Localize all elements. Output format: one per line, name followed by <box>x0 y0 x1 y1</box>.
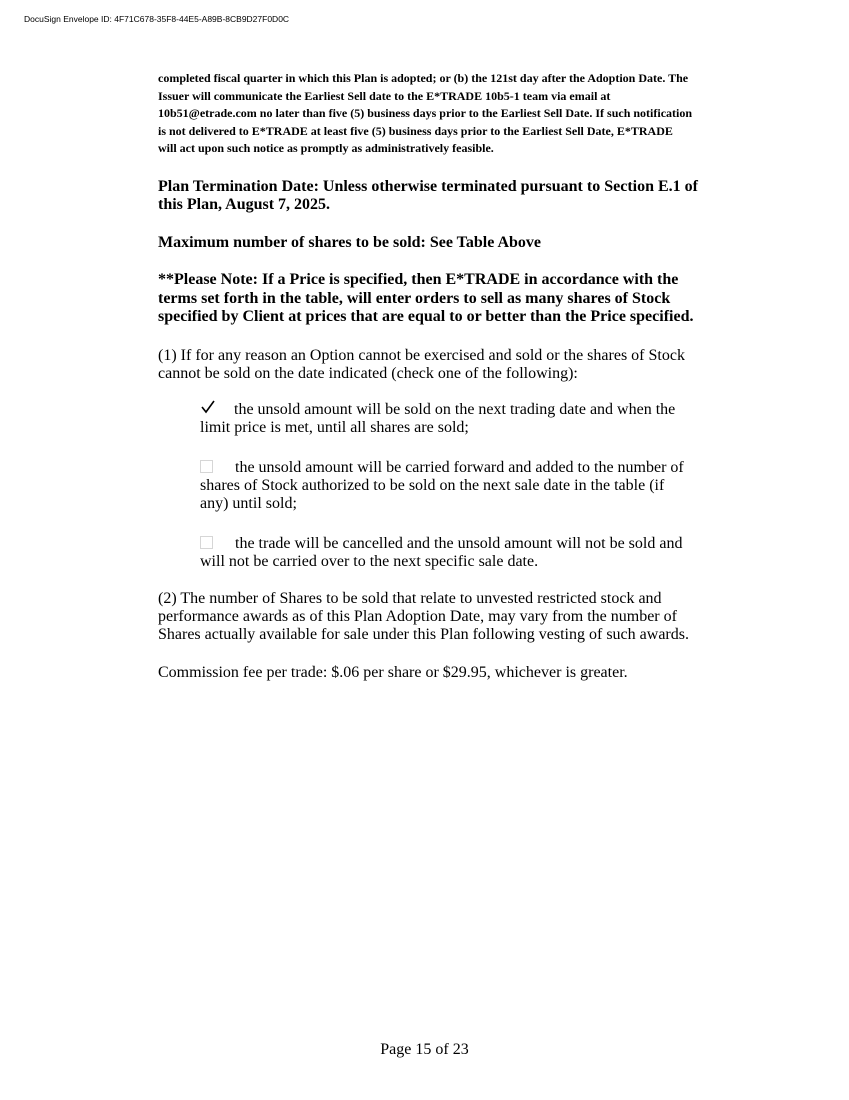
document-body <box>158 70 698 696</box>
commission-fee: Commission fee per trade: $.06 per share or $29.95, whichever is greater. <box>158 663 628 681</box>
note-1-intro: (1) If for any reason an Option cannot be exercised and sold or the shares of Stock cannot be sold on the date indicated (check one of the following): <box>158 346 685 382</box>
checkbox-sell-next-trading-date[interactable] <box>200 403 212 415</box>
option-text: the unsold amount will be sold on the next trading date and when the limit price is met, until all shares are sold; <box>200 400 676 436</box>
option-sell-next-trading-date <box>200 401 695 437</box>
max-shares: Maximum number of shares to be sold: See Table Above <box>158 233 541 251</box>
option-text: the unsold amount will be carried forward and added to the number of shares of Stock authorized to be sold on the next sale date in the table (if any) until sold; <box>200 458 684 512</box>
envelope-id: DocuSign Envelope ID: 4F71C678-35F8-44E5-A89B-8CB9D27F0D0C <box>24 14 290 24</box>
note-2: (2) The number of Shares to be sold that relate to unvested restricted stock and performance awards as of this Plan Adoption Date, may vary from the number of Shares actually available for sale under this Plan following vesting of such awards. <box>158 589 689 643</box>
plan-termination-date: Plan Termination Date: Unless otherwise terminated pursuant to Section E.1 of this Plan, August 7, 2025. <box>158 177 698 214</box>
checkmark-icon <box>201 400 215 414</box>
please-note: **Please Note: If a Price is specified, then E*TRADE in accordance with the terms set forth in the table, will enter orders to sell as many shares of Stock specified by Client at prices that are equal to or better than the Price specified. <box>158 271 694 326</box>
option-carry-forward <box>200 459 695 513</box>
checkbox-cancel-trade[interactable] <box>200 536 213 549</box>
checkbox-carry-forward[interactable] <box>200 460 213 473</box>
option-text: the trade will be cancelled and the unsold amount will not be sold and will not be carried over to the next specific sale date. <box>200 534 683 570</box>
option-cancel-trade <box>200 535 695 571</box>
page-number: Page 15 of 23 <box>380 1041 469 1058</box>
earliest-sell-paragraph: completed fiscal quarter in which this Plan is adopted; or (b) the 121st day after the Adoption Date. The Issuer will communicate the Earliest Sell date to the E*TRADE 10b5-1 team via email at 10b51@etrade.com no later than five (5) business days prior to the Earliest Sell Date. If such notification is not delivered to E*TRADE at least five (5) business days prior to the Earliest Sell Date, E*TRADE will act upon such notice as promptly as administratively feasible. <box>158 71 693 156</box>
